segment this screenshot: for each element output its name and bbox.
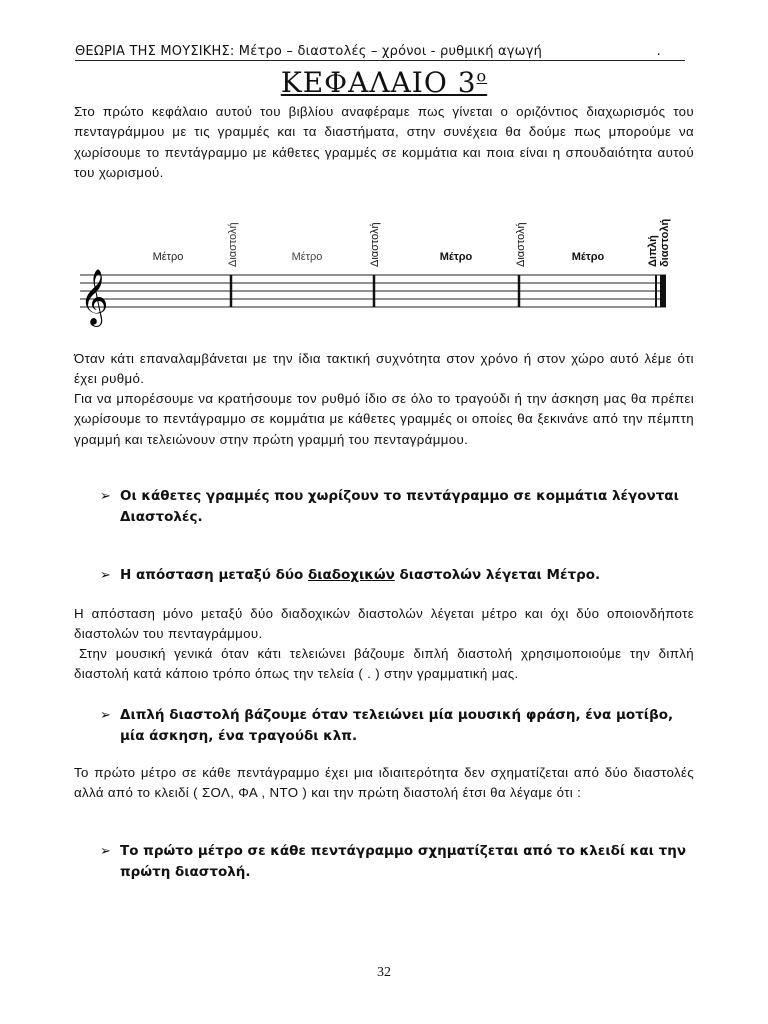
arrowhead-bullet-icon: ➢	[100, 489, 111, 504]
bullet-barlines	[100, 486, 696, 528]
bullet-text: Οι κάθετες γραμμές που χωρίζουν το πεντάγραμμο σε κομμάτια λέγονται Διαστολές.	[120, 488, 679, 525]
measure-label: Μέτρο	[439, 251, 473, 263]
double-barline-label-line1: Διπλή	[647, 235, 659, 267]
measure-label: Μέτρο	[152, 251, 184, 263]
header-dot: .	[656, 44, 661, 59]
measure-label: Μέτρο	[571, 251, 605, 263]
arrowhead-bullet-icon: ➢	[100, 568, 111, 583]
double-barline-label-line2: διαστολή	[659, 218, 671, 267]
barline-explanation-paragraph: Για να μπορέσουμε να κρατήσουμε τον ρυθμό ίδιο σε όλο το τραγούδι ή την άσκηση μας θα πρέπει χωρίσουμε το πεντάγραμμο σε κομμάτια με κάθετες γραμμές οι οποίες θα ξεκινάνε από την πέμπτη γραμμή και τελειώνουν στην πρώτη γραμμή του πενταγράμμου.	[74, 391, 694, 447]
arrowhead-bullet-icon: ➢	[100, 708, 111, 723]
bullet-measure	[100, 565, 696, 586]
bullet-text: Το πρώτο μέτρο σε κάθε πεντάγραμμο σχηματίζεται από το κλειδί και την πρώτη διαστολή.	[120, 843, 687, 880]
first-measure-paragraph: Το πρώτο μέτρο σε κάθε πεντάγραμμο έχει μια ιδιαιτερότητα δεν σχηματίζεται από δύο διαστολές αλλά από το κλειδί ( ΣΟΛ, ΦΑ , ΝΤΟ ) και την πρώτη διαστολή έτσι θα λέγαμε ότι :	[74, 765, 694, 801]
bullet-first-measure	[100, 841, 696, 883]
chapter-title	[0, 66, 768, 99]
treble-clef-icon: 𝄞	[80, 269, 109, 325]
barline-label: Διαστολή	[515, 222, 527, 267]
header-text: ΘΕΩΡΙΑ ΤΗΣ ΜΟΥΣΙΚΗΣ: Μέτρο – διαστολές – χρόνοι - ρυθμική αγωγή	[75, 44, 543, 59]
bullet-text-part: διαστολών λέγεται Μέτρο.	[394, 567, 601, 583]
double-barline-paragraph: Στην μουσική γενικά όταν κάτι τελειώνει βάζουμε διπλή διαστολή χρησιμοποιούμε την διπλή διαστολή κατά κάποιο τρόπο όπως την τελεία ( . ) στην γραμματική μας.	[74, 646, 694, 682]
intro-paragraph: Στο πρώτο κεφάλαιο αυτού του βιβλίου αναφέραμε πως γίνεται ο οριζόντιος διαχωρισμός του πενταγράμμου με τις γραμμές και τα διαστήματα, στην συνέχεια θα δούμε πως μπορούμε να χωρίσουμε το πεντάγραμμο με κάθετες γραμμές σε κομμάτια και ποια είναι η σπουδαιότητα αυτού του χωρισμού.	[74, 104, 694, 180]
bullet-text	[120, 565, 696, 586]
underlined-word: διαδοχικών	[307, 567, 395, 583]
running-header	[75, 44, 685, 61]
barline-label: Διαστολή	[369, 222, 381, 267]
chapter-title-text: ΚΕΦΑΛΑΙΟ 3	[280, 66, 477, 99]
barline-label: Διαστολή	[227, 222, 239, 267]
bullet-text-part: Η απόσταση μεταξύ δύο	[120, 567, 308, 583]
rhythm-paragraph: Όταν κάτι επαναλαμβάνεται με την ίδια τακτική συχνότητα στον χρόνο ή στον χώρο αυτό λέμε ότι έχει ρυθμό.	[74, 351, 694, 387]
chapter-title-superscript: ο	[476, 66, 488, 86]
bullet-double-barline	[100, 705, 696, 747]
measure-label: Μέτρο	[291, 251, 323, 263]
bullet-text: Διπλή διαστολή βάζουμε όταν τελειώνει μία μουσική φράση, ένα μοτίβο, μία άσκηση, ένα τραγούδι κλπ.	[120, 707, 674, 744]
measure-note-paragraph: Η απόσταση μόνο μεταξύ δύο διαδοχικών διαστολών λέγεται μέτρο και όχι δύο οποιονδήποτε διαστολών του πενταγράμμου.	[74, 606, 694, 642]
staff-illustration	[0, 205, 768, 335]
arrowhead-bullet-icon: ➢	[100, 844, 111, 859]
page-number: 32	[377, 965, 391, 980]
